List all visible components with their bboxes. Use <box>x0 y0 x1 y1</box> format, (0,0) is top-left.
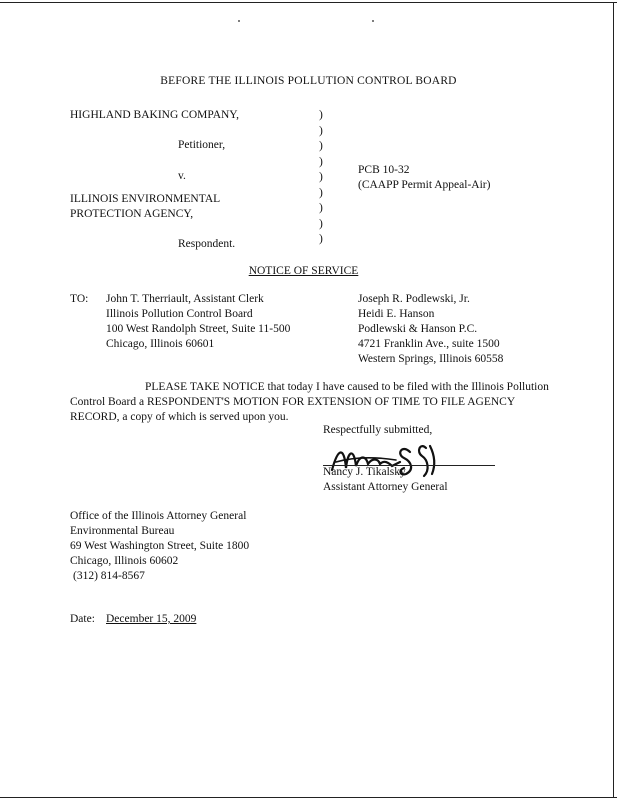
page-border-bottom <box>0 797 617 798</box>
case-type: (CAAPP Permit Appeal-Air) <box>358 179 491 191</box>
petitioner-name: HIGHLAND BAKING COMPANY, <box>70 109 240 121</box>
closing: Respectfully submitted, <box>323 424 433 436</box>
board-heading: BEFORE THE ILLINOIS POLLUTION CONTROL BOARD <box>160 75 457 87</box>
address-line: Podlewski & Hanson P.C. <box>358 323 478 335</box>
recipient-counsel-address <box>358 292 503 367</box>
scan-speck <box>372 20 374 22</box>
scan-speck <box>238 20 240 22</box>
address-line: 69 West Washington Street, Suite 1800 <box>70 540 250 552</box>
address-line: Western Springs, Illinois 60558 <box>358 353 504 365</box>
notice-body <box>70 380 549 425</box>
body-line: RECORD, a copy of which is served upon you. <box>70 411 289 423</box>
date-value: December 15, 2009 <box>106 613 197 625</box>
address-line: Environmental Bureau <box>70 525 175 537</box>
office-address <box>70 509 249 584</box>
caption-paren: ) <box>319 202 323 214</box>
page-border-top <box>0 2 617 3</box>
recipient-clerk-address <box>106 292 290 352</box>
body-line: PLEASE TAKE NOTICE that today I have caused to be filed with the Illinois Pollution <box>145 381 549 393</box>
to-label: TO: <box>70 293 89 305</box>
respondent-name-line2: PROTECTION AGENCY, <box>70 208 194 220</box>
caption-paren: ) <box>319 124 323 137</box>
address-line: Heidi E. Hanson <box>358 308 435 320</box>
caption-paren: ) <box>319 109 323 121</box>
caption-paren: ) <box>319 140 323 152</box>
page-border-right <box>613 2 614 798</box>
signer-name: Nancy J. Tikalsky <box>323 466 406 478</box>
caption-paren: ) <box>319 233 323 245</box>
caption-paren: ) <box>319 171 323 183</box>
caption-paren: ) <box>319 186 323 199</box>
office-phone: (312) 814-8567 <box>73 570 145 582</box>
respondent-name-line1: ILLINOIS ENVIRONMENTAL <box>70 193 221 205</box>
address-line: Office of the Illinois Attorney General <box>70 510 247 522</box>
notice-title: NOTICE OF SERVICE <box>248 265 359 277</box>
signer-title: Assistant Attorney General <box>323 481 448 493</box>
address-line: Illinois Pollution Control Board <box>106 308 253 320</box>
address-line: Joseph R. Podlewski, Jr. <box>358 293 470 305</box>
address-line: Chicago, Illinois 60601 <box>106 338 215 350</box>
caption-paren: ) <box>319 155 323 168</box>
body-line: Control Board a RESPONDENT'S MOTION FOR EXTENSION OF TIME TO FILE AGENCY <box>70 396 516 408</box>
case-number: PCB 10-32 <box>358 164 410 176</box>
versus-label: v. <box>178 170 186 182</box>
caption-divider <box>319 108 327 248</box>
address-line: 4721 Franklin Ave., suite 1500 <box>358 338 500 350</box>
date-label: Date: <box>70 613 95 625</box>
address-line: 100 West Randolph Street, Suite 11-500 <box>106 323 291 335</box>
address-line: John T. Therriault, Assistant Clerk <box>106 293 264 305</box>
respondent-role: Respondent. <box>178 238 236 250</box>
caption-paren: ) <box>319 217 323 230</box>
address-line: Chicago, Illinois 60602 <box>70 555 179 567</box>
petitioner-role: Petitioner, <box>178 139 226 151</box>
